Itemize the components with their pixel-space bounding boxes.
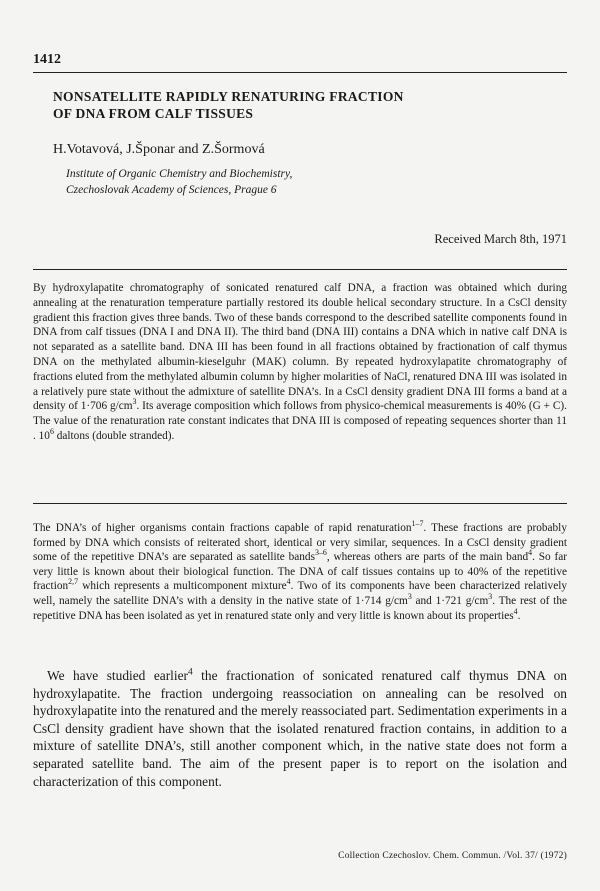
page-number: 1412 [33, 52, 61, 67]
authors: H.Votavová, J.Šponar and Z.Šormová [53, 142, 265, 157]
received-date: Received March 8th, 1971 [434, 232, 567, 246]
unit-sup: 3 [407, 592, 412, 602]
abstract-top-rule [33, 269, 567, 270]
abstract-text-b: . Its average composition which follows from physico-chemical measurements is 40% (G + C). The value of the renaturation rate constant indicates that DNA III is composed of repeating sequences shorter than 11 . 10 [33, 400, 567, 442]
top-rule [33, 72, 567, 73]
intro-text: which represents a multicomponent mixture [78, 580, 287, 593]
article-title [53, 88, 404, 122]
journal-footer: Collection Czechoslov. Chem. Commun. /Vol. 37/ (1972) [338, 851, 567, 861]
affiliation [66, 166, 292, 198]
citation-sup: 3–6 [314, 548, 327, 558]
intro-text: . [517, 609, 521, 622]
abstract-text-c: daltons (double stranded). [53, 429, 175, 442]
citation-sup: 4 [513, 606, 518, 616]
title-line-2: OF DNA FROM CALF TISSUES [53, 106, 254, 121]
citation-sup: 4 [528, 548, 533, 558]
intro-text: , whereas others are parts of the main band [326, 551, 529, 564]
abstract-text-a: By hydroxylapatite chromatography of sonicated renatured calf DNA, a fraction was obtained which during annealing at the renaturation temperature partially restored its double helical secondary structure. In a CsCl density gradient this fraction gives three bands. Two of these bands correspond to the described satellite components found in DNA from calf tissues (DNA I and DNA II). The third band (DNA III) contains a DNA which in native calf DNA is not separated as a satellite band. DNA III has been found in all fractions obtained by fractionation of calf thymus DNA on the methylated albumin-kieselguhr (MAK) column. By repeated hydroxylapatite chromatography of fractions eluted from the methylated albumin column by higher molarities of NaCl, renatured DNA III was isolated in a relatively pure state without the admixture of satellite DNA’s. In a CsCl density gradient DNA III forms a band at a density of 1·706 g/cm [33, 282, 567, 413]
intro-text: The DNA’s of higher organisms contain fractions capable of rapid renaturation [33, 522, 412, 534]
intro-paragraph [33, 521, 567, 623]
unit-sup: 3 [488, 592, 493, 602]
citation-sup: 4 [188, 667, 193, 678]
intro-text: . So far very little is known about their biological function. The DNA of calf tissues contains up to 40% of the repetitive fraction [33, 551, 567, 593]
abstract-bottom-rule [33, 503, 567, 504]
intro-text: . These fractions are probably formed by DNA which consists of reiterated short, identical or very similar, sequences. In a CsCl density gradient some of the repetitive DNA’s are separated as satellite bands [33, 522, 567, 564]
body-text: We have studied earlier [47, 668, 189, 683]
affiliation-line-2: Czechoslovak Academy of Sciences, Prague 6 [66, 184, 277, 196]
affiliation-line-1: Institute of Organic Chemistry and Biochemistry, [66, 168, 293, 180]
citation-sup: 4 [286, 577, 291, 587]
body-paragraph [33, 667, 567, 790]
abstract-sup-b: 6 [49, 427, 54, 437]
intro-text: . The rest of the repetitive DNA has been isolated as yet in renatured state only and very little is known about its properties [33, 594, 567, 622]
abstract-sup-a: 3 [132, 397, 137, 407]
intro-text: and 1·721 g/cm [411, 594, 489, 607]
citation-sup: 2,7 [68, 577, 79, 587]
body-text: the fractionation of sonicated renatured calf thymus DNA on hydroxylapatite. The fraction undergoing reassociation on annealing can be resolved on hydroxylapatite into the renatured and the merely reassociated part. Sedimentation experiments in a CsCl density gradient have shown that the isolated renatured fraction contains, in addition to a mixture of satellite DNA’s, still another component which, in the native state does not form a separated satellite band. The aim of the present paper is to report on the isolation and characterization of this component. [33, 668, 568, 789]
intro-text: . Two of its components have been characterized relatively well, namely the satellite DNA’s with a density in the native state of 1·714 g/cm [33, 580, 567, 607]
citation-sup: 1–7 [411, 519, 424, 529]
abstract [33, 281, 567, 444]
title-line-1: NONSATELLITE RAPIDLY RENATURING FRACTION [53, 89, 404, 104]
